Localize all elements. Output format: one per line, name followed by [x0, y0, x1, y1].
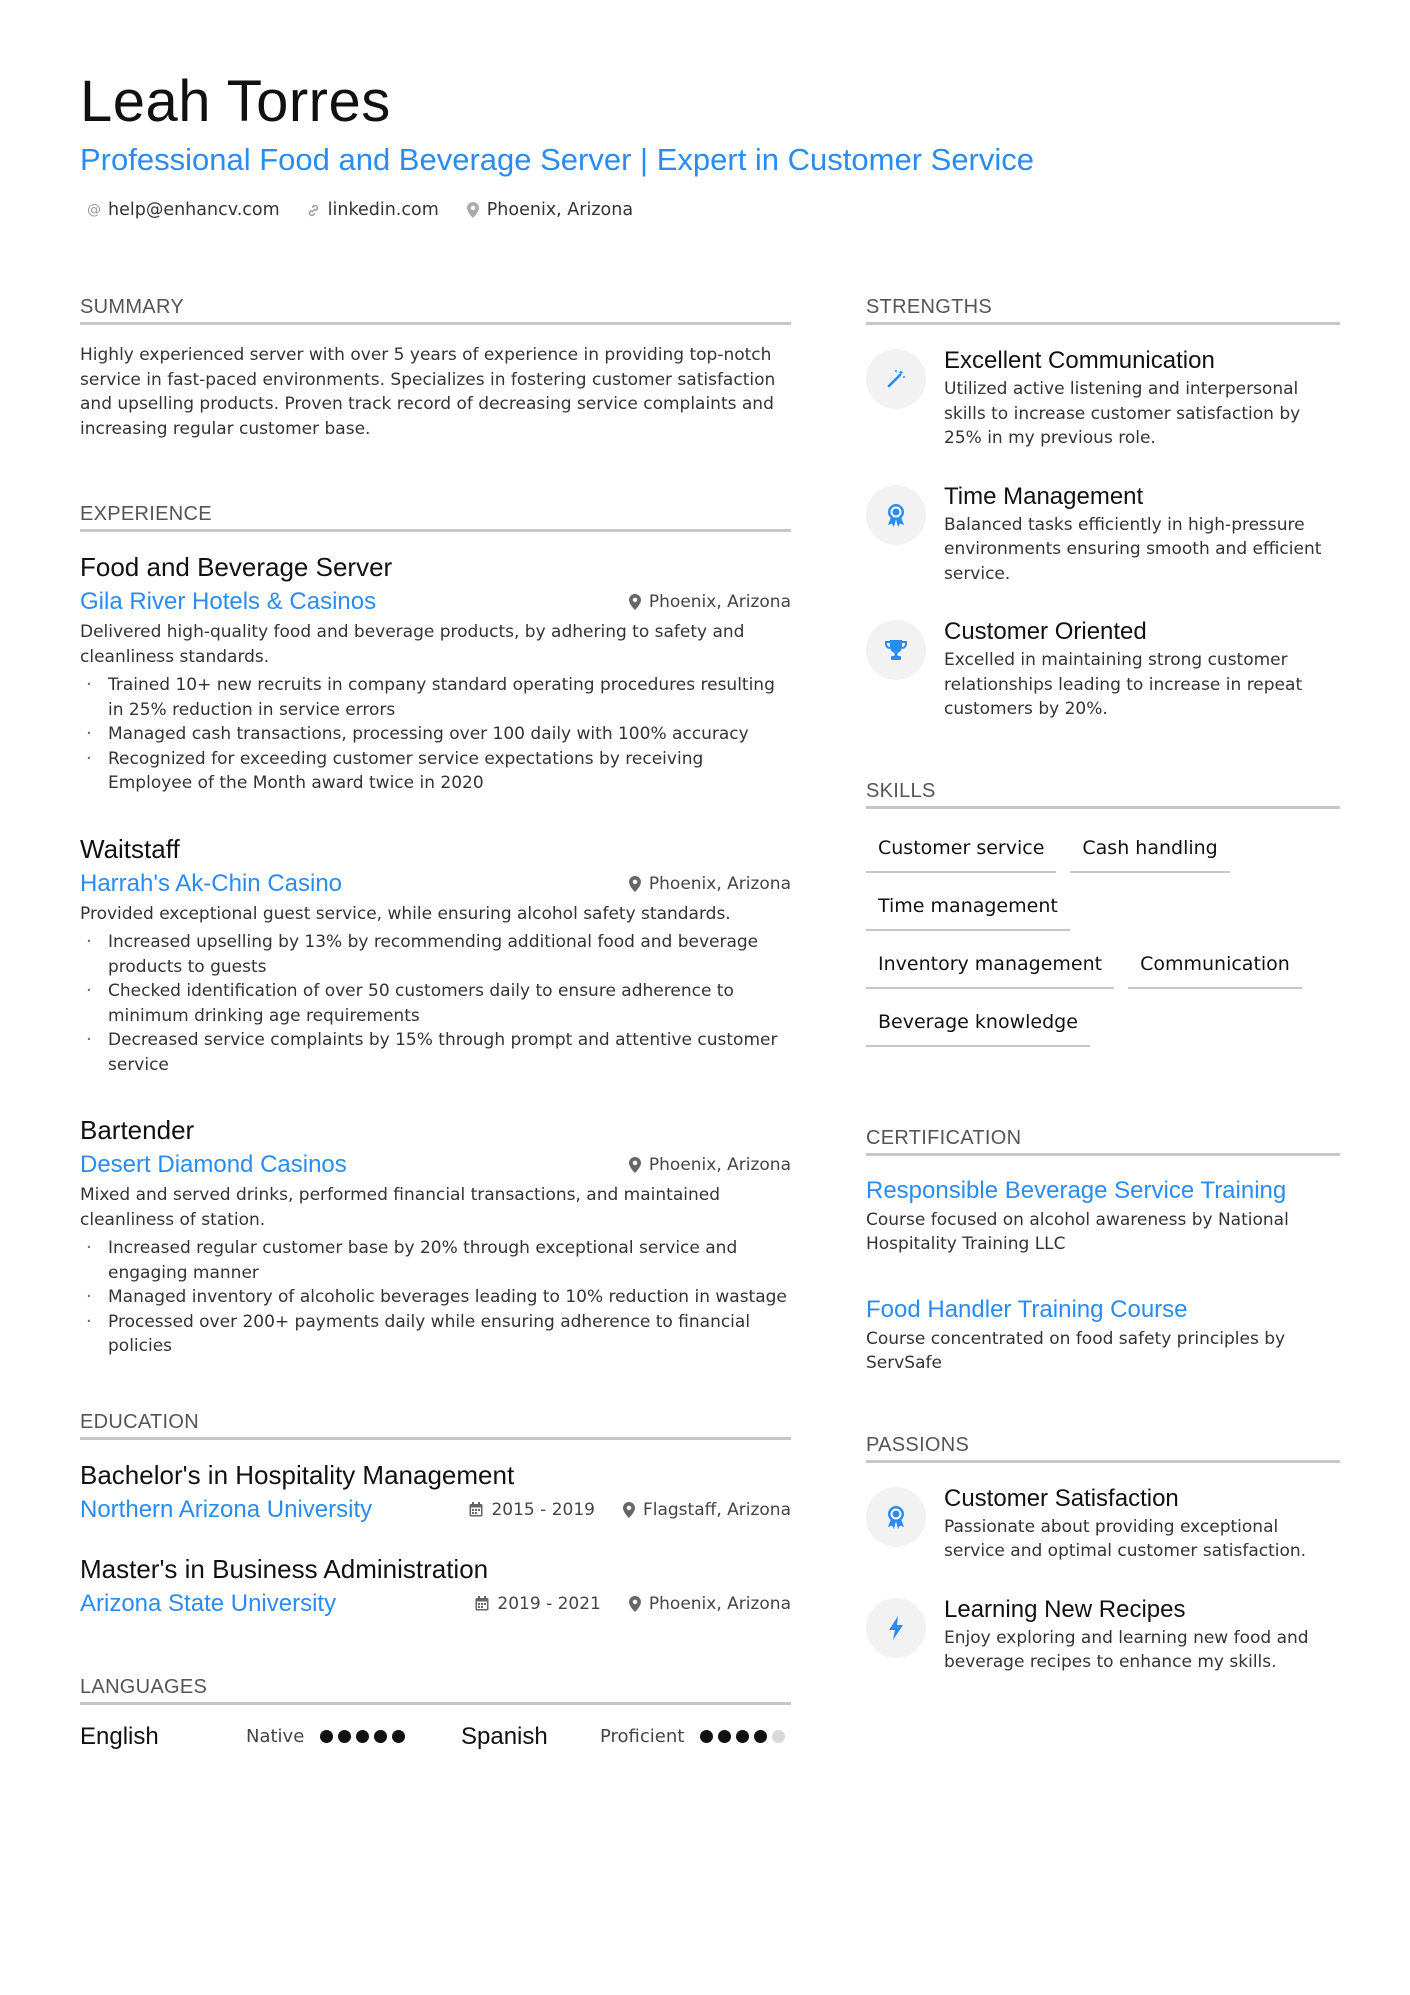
certification-title[interactable]: Food Handler Training Course: [866, 1295, 1188, 1323]
education-entry: [80, 1458, 791, 1528]
lightning-bolt-icon: [866, 1598, 926, 1658]
rating-dot: [338, 1730, 351, 1743]
education-location-text: Flagstaff, Arizona: [642, 1499, 791, 1520]
job-entry: [80, 1113, 791, 1359]
job-title: Waitstaff: [80, 833, 180, 864]
company-name[interactable]: Desert Diamond Casinos: [80, 1151, 347, 1178]
section-title-skills: SKILLS: [866, 780, 1340, 809]
language-rating: [320, 1730, 405, 1743]
section-title-education: EDUCATION: [80, 1411, 791, 1440]
section-title-experience: EXPERIENCE: [80, 503, 791, 532]
list-item: · Increased upselling by 13% by recommending additional food and beverage products to guests: [80, 930, 791, 979]
passion-item: [866, 1594, 1340, 1675]
passions-section: [866, 1434, 1340, 1675]
section-title-strengths: STRENGTHS: [866, 296, 1340, 325]
candidate-name: Leah Torres: [80, 69, 391, 134]
right-column: [866, 296, 1340, 1675]
strengths-section: [866, 296, 1340, 722]
language-level: Proficient: [600, 1726, 685, 1747]
location-pin-icon: [629, 1596, 641, 1612]
language-name: Spanish: [461, 1722, 548, 1750]
calendar-icon: [475, 1596, 489, 1611]
strength-title: Customer Oriented: [944, 618, 1147, 645]
certification-item: [866, 1293, 1340, 1376]
section-title-languages: LANGUAGES: [80, 1676, 791, 1705]
magic-wand-icon: [866, 349, 926, 409]
job-location-text: Phoenix, Arizona: [648, 873, 791, 894]
strength-title: Excellent Communication: [944, 347, 1215, 374]
job-location-text: Phoenix, Arizona: [648, 592, 791, 612]
rating-dot: [700, 1730, 713, 1743]
list-item: · Checked identification of over 50 customers daily to ensure adherence to minimum drinking age requirements: [80, 979, 791, 1028]
left-column: [80, 296, 791, 1751]
rating-dot: [374, 1730, 387, 1743]
job-description: Delivered high-quality food and beverage products, by adhering to safety and cleanliness standards.: [80, 622, 745, 667]
education-location: [623, 1500, 791, 1520]
skill-tag: Communication: [1128, 945, 1302, 989]
location-pin-icon: [465, 202, 481, 218]
skills-list: [866, 829, 1340, 1047]
strength-description: Excelled in maintaining strong customer relationships leading to increase in repeat customers by 20%.: [944, 650, 1303, 719]
strength-item: [866, 616, 1340, 722]
location-pin-icon: [629, 876, 641, 892]
passion-title: Learning New Recipes: [944, 1595, 1186, 1623]
job-location-text: Phoenix, Arizona: [648, 1155, 791, 1175]
passion-item: [866, 1483, 1340, 1564]
strength-item: [866, 481, 1340, 587]
summary-section: [80, 296, 791, 441]
rating-dot: [754, 1730, 767, 1743]
job-entry: [80, 550, 791, 796]
education-location-text: Phoenix, Arizona: [648, 1593, 791, 1614]
education-section: [80, 1411, 791, 1622]
location-text: Phoenix, Arizona: [486, 200, 634, 220]
language-entry: [80, 1723, 409, 1751]
list-item: · Decreased service complaints by 15% through prompt and attentive customer service: [80, 1028, 791, 1077]
languages-row: [80, 1723, 791, 1751]
contact-email[interactable]: [86, 200, 280, 220]
award-ribbon-icon: [866, 485, 926, 545]
skill-tag: Beverage knowledge: [866, 1003, 1090, 1047]
section-title-certification: CERTIFICATION: [866, 1127, 1340, 1156]
rating-dot: [356, 1730, 369, 1743]
strength-title: Time Management: [944, 482, 1144, 510]
calendar-icon: [469, 1502, 483, 1517]
job-location: [629, 874, 791, 894]
rating-dot: [736, 1730, 749, 1743]
trophy-icon: [866, 620, 926, 680]
location-pin-icon: [629, 594, 641, 610]
education-dates: [469, 1500, 594, 1520]
headline: Professional Food and Beverage Server | Expert in Customer Service: [80, 142, 1035, 177]
certification-title[interactable]: Responsible Beverage Service Training: [866, 1176, 1287, 1204]
job-title: Bartender: [80, 1115, 195, 1145]
award-ribbon-icon: [866, 1487, 926, 1547]
section-title-passions: PASSIONS: [866, 1434, 1340, 1463]
list-item: · Managed inventory of alcoholic beverages leading to 10% reduction in wastage: [80, 1285, 791, 1310]
job-description: Mixed and served drinks, performed financial transactions, and maintained cleanliness of station.: [80, 1185, 720, 1230]
contact-linkedin[interactable]: [306, 200, 439, 220]
education-dates-text: 2015 - 2019: [491, 1499, 595, 1520]
list-item: · Increased regular customer base by 20% through exceptional service and engaging manner: [80, 1236, 791, 1285]
education-dates: [475, 1594, 600, 1614]
contact-location: [465, 200, 633, 220]
languages-section: [80, 1676, 791, 1751]
company-name[interactable]: Harrah's Ak-Chin Casino: [80, 869, 343, 897]
skill-tag: Inventory management: [866, 945, 1114, 989]
email-text: help@enhancv.com: [108, 200, 280, 220]
job-location: [629, 1155, 791, 1175]
certification-section: [866, 1127, 1340, 1376]
passion-title: Customer Satisfaction: [944, 1484, 1179, 1512]
rating-dot: [392, 1730, 405, 1743]
passion-description: Passionate about providing exceptional service and optimal customer satisfaction.: [944, 1516, 1307, 1561]
education-location: [629, 1594, 791, 1614]
strength-item: [866, 345, 1340, 451]
certification-item: [866, 1174, 1340, 1257]
job-bullets: [80, 1236, 791, 1359]
skill-tag: Time management: [866, 887, 1070, 931]
link-icon: [306, 202, 322, 218]
location-pin-icon: [629, 1157, 641, 1173]
list-item: · Trained 10+ new recruits in company standard operating procedures resulting in 25% reduction in service errors: [80, 673, 791, 722]
strength-description: Balanced tasks efficiently in high-pressure environments ensuring smooth and efficient service.: [944, 514, 1322, 584]
location-pin-icon: [623, 1502, 635, 1518]
linkedin-text: linkedin.com: [327, 200, 439, 220]
list-item: · Recognized for exceeding customer service expectations by receiving Employee of the Month award twice in 2020: [80, 747, 791, 796]
job-location: [629, 592, 791, 612]
summary-text: Highly experienced server with over 5 years of experience in providing top-notch service in fast-paced environments. Specializes in fostering customer satisfaction and upselling products. Proven track record of decreasing service complaints and increasing regular customer base.: [80, 345, 776, 439]
job-bullets: [80, 930, 791, 1077]
language-rating: [700, 1730, 785, 1743]
language-level: Native: [246, 1726, 305, 1747]
job-entry: [80, 832, 791, 1078]
language-entry: [461, 1723, 785, 1751]
strength-description: Utilized active listening and interpersonal skills to increase customer satisfaction by 25% in my previous role.: [944, 379, 1301, 448]
certification-description: Course focused on alcohol awareness by National Hospitality Training LLC: [866, 1209, 1289, 1254]
list-item: · Managed cash transactions, processing over 100 daily with 100% accuracy: [80, 722, 791, 747]
skill-tag: Cash handling: [1070, 829, 1229, 873]
job-bullets: [80, 673, 791, 796]
rating-dot: [772, 1730, 785, 1743]
certification-description: Course concentrated on food safety principles by ServSafe: [866, 1328, 1286, 1373]
contact-bar: [86, 200, 633, 220]
school-name[interactable]: Arizona State University: [80, 1589, 337, 1617]
language-name: English: [80, 1722, 159, 1750]
at-icon: @: [87, 202, 101, 218]
experience-section: [80, 503, 791, 1359]
rating-dot: [320, 1730, 333, 1743]
passion-description: Enjoy exploring and learning new food and beverage recipes to enhance my skills.: [944, 1627, 1309, 1672]
job-title: Food and Beverage Server: [80, 552, 393, 582]
education-entry: [80, 1552, 791, 1622]
rating-dot: [718, 1730, 731, 1743]
job-description: Provided exceptional guest service, while ensuring alcohol safety standards.: [80, 903, 731, 924]
degree-title: Bachelor's in Hospitality Management: [80, 1459, 515, 1490]
skills-section: [866, 780, 1340, 1047]
skill-tag: Customer service: [866, 829, 1056, 873]
education-dates-text: 2019 - 2021: [497, 1593, 601, 1614]
degree-title: Master's in Business Administration: [80, 1553, 489, 1584]
school-name[interactable]: Northern Arizona University: [80, 1495, 373, 1523]
company-name[interactable]: Gila River Hotels & Casinos: [80, 588, 377, 615]
section-title-summary: SUMMARY: [80, 296, 791, 325]
list-item: · Processed over 200+ payments daily while ensuring adherence to financial policies: [80, 1310, 791, 1359]
